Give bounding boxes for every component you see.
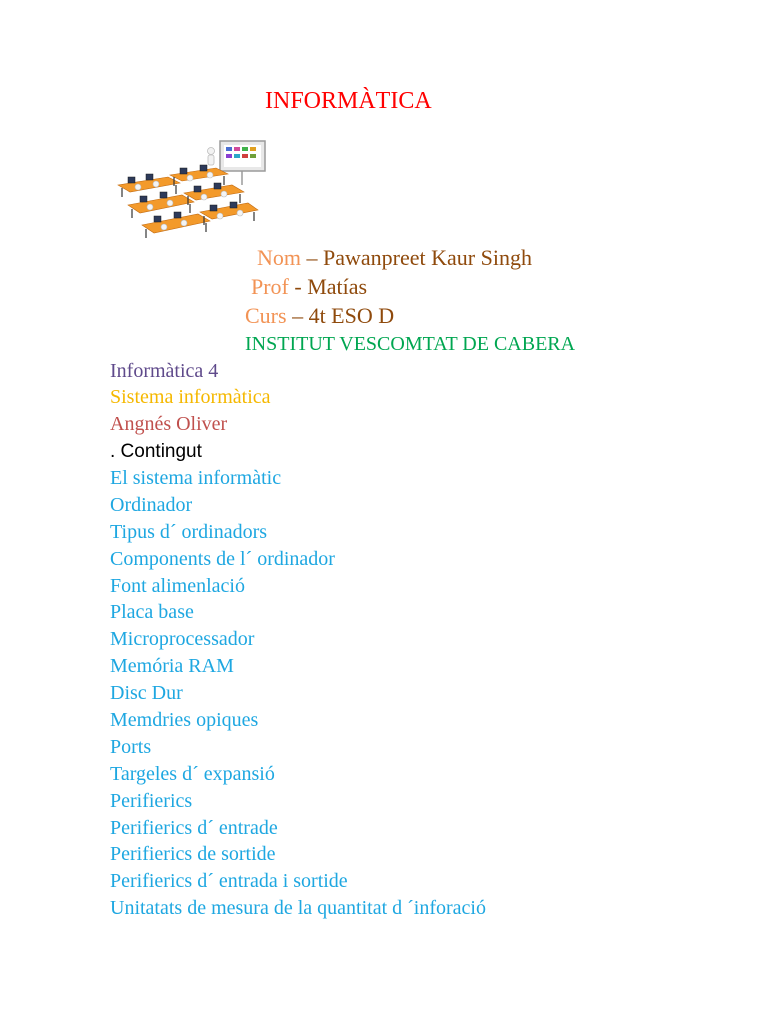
contents-item: Perifierics d´ entrada i sortide — [110, 870, 348, 892]
contents-heading: . Contingut — [110, 441, 202, 462]
contents-item: El sistema informàtic — [110, 467, 282, 489]
contents-item: Ports — [110, 736, 152, 758]
contents-item: Perifierics de sortide — [110, 843, 276, 865]
course-value: – 4t ESO D — [286, 303, 395, 328]
contents-item: Tipus d´ ordinadors — [110, 521, 268, 543]
name-line — [257, 245, 532, 271]
course-line — [245, 303, 394, 329]
name-value: – Pawanpreet Kaur Singh — [301, 245, 532, 270]
subject-line: Informàtica 4 — [110, 360, 219, 382]
contents-item: Unitatats de mesura de la quantitat d ´inforació — [110, 897, 486, 919]
teacher-label: Prof — [251, 274, 289, 299]
contents-item: Components de l´ ordinador — [110, 548, 335, 570]
course-label: Curs — [245, 303, 287, 328]
name-label: Nom — [257, 245, 301, 270]
contents-item: Placa base — [110, 601, 194, 623]
contents-item: Font alimenlació — [110, 575, 245, 597]
classroom-illustration — [108, 137, 268, 242]
contents-item: Targeles d´ expansió — [110, 763, 275, 785]
teacher-line — [251, 274, 367, 300]
contents-item: Microprocessador — [110, 628, 255, 650]
contents-item: Disc Dur — [110, 682, 183, 704]
teacher-value: - Matías — [288, 274, 368, 299]
school-name: INSTITUT VESCOMTAT DE CABERA — [245, 333, 576, 355]
document-title: INFORMÀTICA — [265, 88, 432, 114]
contents-item: Memdries opiques — [110, 709, 259, 731]
contents-item: Ordinador — [110, 494, 193, 516]
topic-line: Sistema informàtica — [110, 386, 271, 408]
contents-item: Perifierics — [110, 790, 193, 812]
author-line: Angnés Oliver — [110, 413, 228, 435]
contents-item: Perifierics d´ entrade — [110, 817, 278, 839]
contents-item: Memória RAM — [110, 655, 234, 677]
